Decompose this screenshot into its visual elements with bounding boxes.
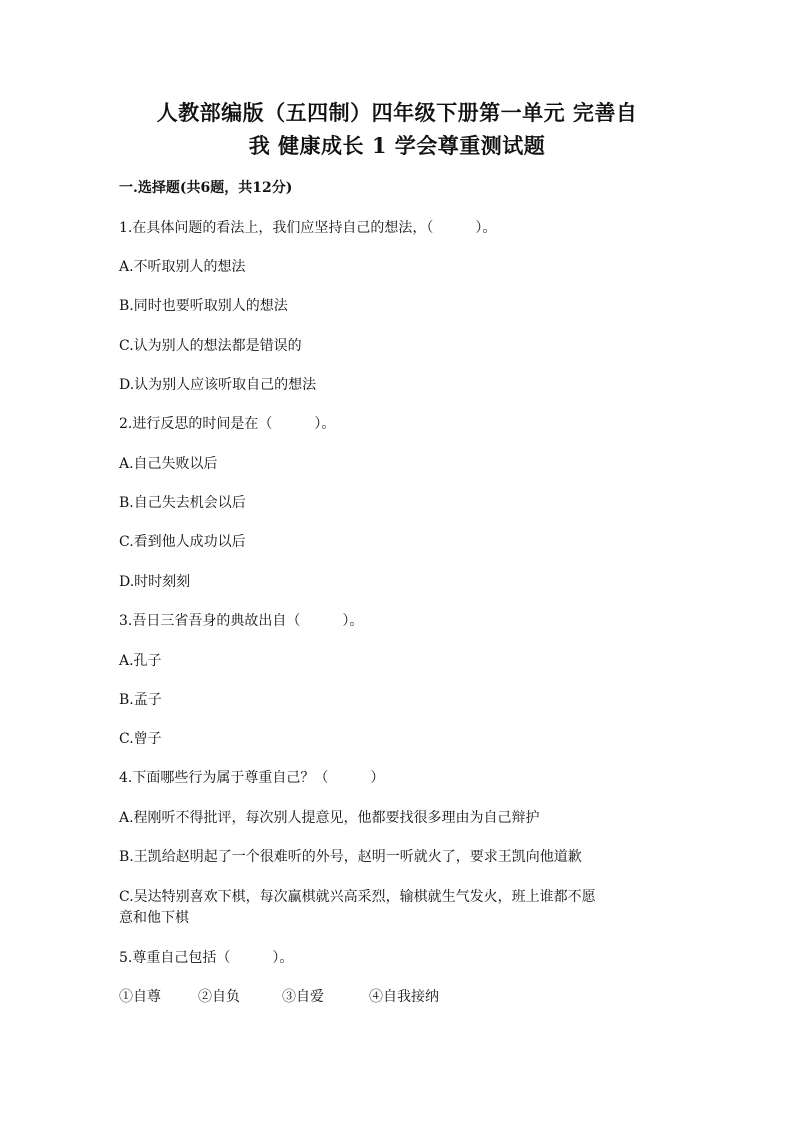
question-5-stem: 5.尊重自己包括（ ）。	[119, 950, 294, 966]
question-2-option-b: B.自己失去机会以后	[119, 495, 246, 511]
question-3-stem: 3.吾日三省吾身的典故出自（ ）。	[119, 613, 364, 629]
question-5-choice-2: ②自负	[198, 989, 240, 1005]
question-4-option-c-continued: 意和他下棋	[119, 910, 189, 926]
question-4-stem: 4.下面哪些行为属于尊重自己？（ ）	[119, 770, 385, 786]
question-5-choices	[119, 987, 439, 1007]
question-3-option-c: C.曾子	[119, 731, 162, 747]
question-1-stem: 1.在具体问题的看法上，我们应坚持自己的想法，（ ）。	[119, 220, 497, 236]
question-3-option-a: A.孔子	[119, 653, 162, 669]
question-1-option-a: A.不听取别人的想法	[119, 259, 246, 275]
question-4-option-b: B.王凯给赵明起了一个很难听的外号，赵明一听就火了，要求王凯向他道歉	[119, 849, 582, 865]
question-2-stem: 2.进行反思的时间是在（ ）。	[119, 416, 336, 432]
question-1-option-b: B.同时也要听取别人的想法	[119, 298, 288, 314]
section-heading: 一.选择题(共6题，共12分)	[119, 180, 293, 196]
document-title-line-2: 我 健康成长 1 学会尊重测试题	[248, 133, 546, 158]
question-5-choice-1: ①自尊	[119, 989, 161, 1005]
question-3-option-b: B.孟子	[119, 692, 162, 708]
question-1-option-c: C.认为别人的想法都是错误的	[119, 338, 302, 354]
question-1-option-d: D.认为别人应该听取自己的想法	[119, 377, 317, 393]
question-4-option-c: C.吴达特别喜欢下棋，每次赢棋就兴高采烈，输棋就生气发火，班上谁都不愿	[119, 889, 596, 905]
question-5-choice-3: ③自爱	[282, 989, 324, 1005]
document-title-line-1: 人教部编版（五四制）四年级下册第一单元 完善自	[156, 100, 638, 125]
question-2-option-a: A.自己失败以后	[119, 456, 218, 472]
question-5-choice-4: ④自我接纳	[369, 989, 439, 1005]
question-2-option-c: C.看到他人成功以后	[119, 534, 246, 550]
question-4-option-a: A.程刚听不得批评，每次别人提意见，他都要找很多理由为自己辩护	[119, 810, 540, 826]
question-2-option-d: D.时时刻刻	[119, 574, 191, 590]
